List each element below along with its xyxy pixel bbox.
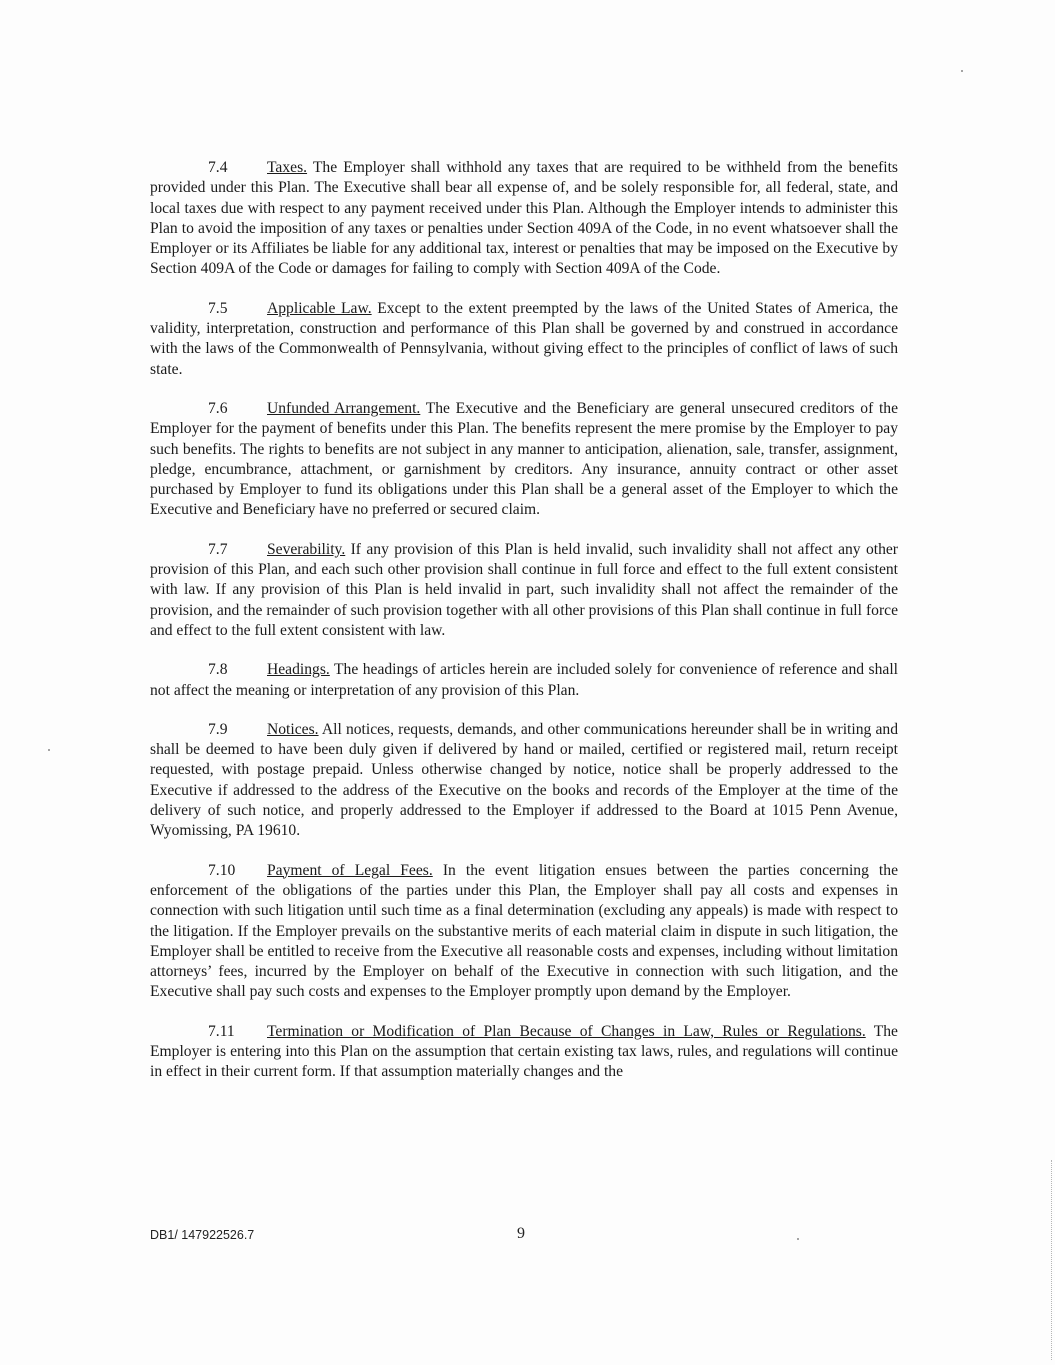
section-number: 7.4 xyxy=(208,159,228,176)
section-number: 7.5 xyxy=(208,299,228,317)
section-7-5 xyxy=(150,299,898,380)
page-number: 9 xyxy=(517,1225,525,1242)
section-number: 7.8 xyxy=(208,661,228,679)
section-title: Applicable Law. xyxy=(267,299,372,317)
section-number: 7.6 xyxy=(208,399,228,417)
section-number: 7.7 xyxy=(208,540,228,558)
section-number: 7.11 xyxy=(208,1022,235,1040)
section-title: Taxes. xyxy=(267,159,308,176)
section-text: In the event litigation ensues between the parties concerning the enforcement of the obligations of the parties under this Plan, the Employer shall pay all costs and expenses in connection with such litigation until such time as a final determination (excluding any appeals) is made with respect to the litigation. If the Employer prevails on the substantive merits of each material claim in dispute in such litigation, the Employer shall be entitled to receive from the Executive all reasonable costs and expenses, including without limitation attorneys’ fees, incurred by the Employer on behalf of the Executive in connection with such litigation, and the Executive shall pay such costs and expenses to the Employer promptly upon demand by the Employer. xyxy=(150,861,898,1001)
section-7-6 xyxy=(150,399,898,521)
scan-speck xyxy=(797,1238,799,1240)
section-7-10 xyxy=(150,861,898,1003)
section-text: The headings of articles herein are included solely for convenience of reference and shall not affect the meaning or interpretation of any provision of this Plan. xyxy=(150,661,898,699)
section-text: The Executive and the Beneficiary are general unsecured creditors of the Employer for the payment of benefits under this Plan. The benefits represent the mere promise by the Employer to pay such benefits. The rights to benefits are not subject in any manner to anticipation, alienation, sale, transfer, assignment, pledge, encumbrance, attachment, or garnishment by creditors. Any insurance, annuity contract or other asset purchased by Employer to fund its obligations under this Plan shall be a general asset of the Employer to which the Executive and Beneficiary have no preferred or secured claim. xyxy=(150,399,898,519)
scan-speck xyxy=(48,749,50,751)
section-title: Headings. xyxy=(267,661,330,679)
section-text: If any provision of this Plan is held invalid, such invalidity shall not affect any other provision of this Plan, and each such other provision shall continue in full force and effect to the full extent consistent with law. If any provision of this Plan is held invalid in part, such invalidity shall not affect the remainder of the provision, and the remainder of such provision together with all other provisions of this Plan shall continue in full force and effect to the full extent consistent with law. xyxy=(150,540,898,639)
document-body xyxy=(150,158,898,1102)
section-title: Notices. xyxy=(267,720,319,738)
section-text: All notices, requests, demands, and other communications hereunder shall be in writing and shall be deemed to have been duly given if delivered by hand or mailed, certified or registered mail, return receipt requested, with postage prepaid. Unless otherwise changed by notice, notice shall be properly addressed to the Executive if addressed to the address of the Executive on the books and records of the Employer at the time of the delivery of such notice, and properly addressed to the Employer if addressed to the Board at 1015 Penn Avenue, Wyomissing, PA 19610. xyxy=(150,720,898,840)
section-7-8 xyxy=(150,660,898,701)
section-number: 7.9 xyxy=(208,720,228,738)
section-text: Except to the extent preempted by the laws of the United States of America, the validity, interpretation, construction and performance of this Plan shall be governed by and construed in accordance with the laws of the Commonwealth of Pennsylvania, without giving effect to the principles of conflict of laws of such state. xyxy=(150,299,898,378)
section-text: The Employer shall withhold any taxes that are required to be withheld from the benefits provided under this Plan. The Executive shall bear all expense of, and be solely responsible for, all federal, state, and local taxes due with respect to any payment received under this Plan. Although the Employer intends to administer this Plan to avoid the imposition of any taxes or penalties under Section 409A of the Code, in no event whatsoever shall the Employer or its Affiliates be liable for any additional tax, interest or penalties that may be imposed on the Executive by Section 409A of the Code or damages for failing to comply with Section 409A of the Code. xyxy=(150,159,898,278)
section-text: The Employer is entering into this Plan on the assumption that certain existing tax laws, rules, and regulations will continue in effect in their current form. If that assumption materially changes and the xyxy=(150,1022,898,1081)
section-7-9 xyxy=(150,720,898,842)
document-id: DB1/ 147922526.7 xyxy=(150,1228,255,1242)
section-7-11 xyxy=(150,1022,898,1083)
section-title: Severability. xyxy=(267,540,346,558)
section-title: Termination or Modification of Plan Because of Changes in Law, Rules or Regulations. xyxy=(267,1022,866,1040)
section-7-4 xyxy=(150,158,898,280)
section-number: 7.10 xyxy=(208,861,236,879)
scan-edge-line xyxy=(1051,1160,1053,1360)
scan-speck xyxy=(961,70,963,72)
section-title: Unfunded Arrangement. xyxy=(267,399,421,417)
section-title: Payment of Legal Fees. xyxy=(267,861,433,879)
section-7-7 xyxy=(150,540,898,641)
